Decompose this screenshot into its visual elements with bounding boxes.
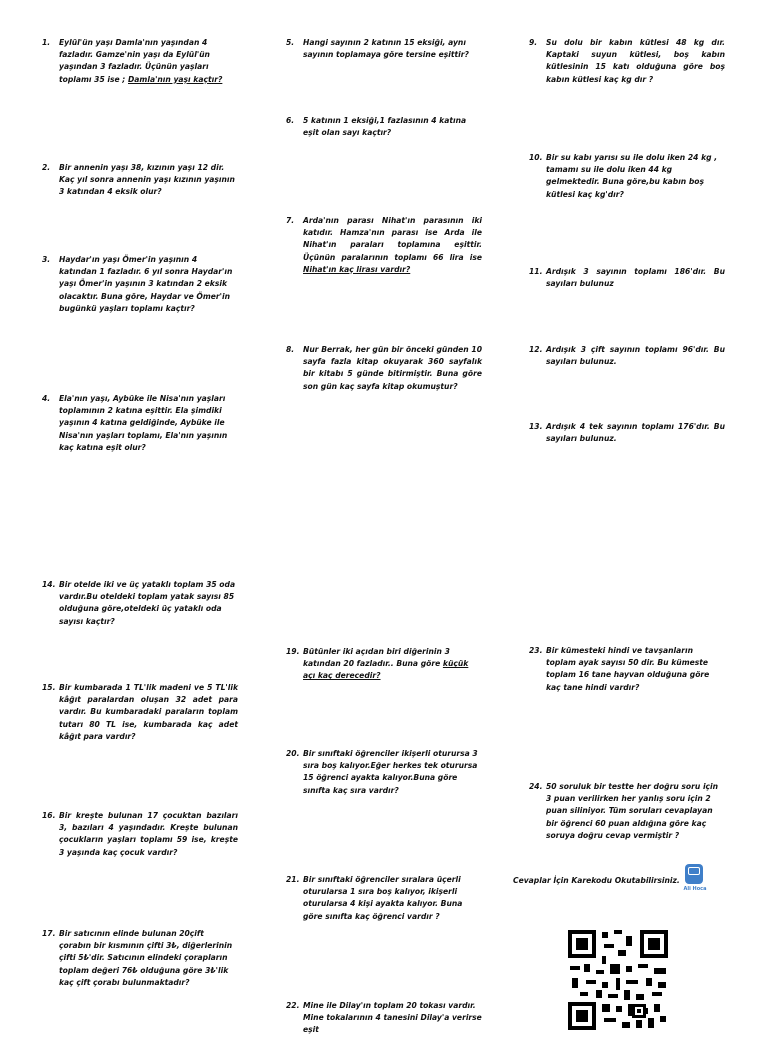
- question-text: Mine ile Dilay'ın toplam 20 tokası vardır. Mine tokalarının 4 tanesini Dilay'a verirse eşit: [303, 1001, 482, 1035]
- tablet-icon: [685, 864, 703, 884]
- question-5: [286, 37, 480, 61]
- question-20: [286, 748, 482, 797]
- question-17: [42, 928, 236, 989]
- question-number: 15.: [42, 683, 56, 692]
- question-number: 13.: [529, 422, 543, 431]
- question-13: [529, 421, 725, 445]
- question-text: Ardışık 3 sayının toplamı 186'dır. Bu sayıları bulunuz: [546, 267, 725, 289]
- question-number: 5.: [286, 38, 295, 47]
- question-text: Bir annenin yaşı 38, kızının yaşı 12 dir. Kaç yıl sonra annenin yaşı kızının yaşının 3 katından 4 eksik olur?: [59, 163, 235, 197]
- question-text: Arda'nın parası Nihat'ın parasının iki katıdır. Hamza'nın parası ise Arda ile Nihat'ın paraları toplamına eşittir. Üçünün paralarının toplamı 66 lira ise: [303, 216, 482, 262]
- question-number: 7.: [286, 216, 295, 225]
- question-number: 1.: [42, 38, 51, 47]
- question-1: [42, 37, 236, 86]
- qr-caption: Cevaplar İçin Karekodu Okutabilirsiniz.: [513, 876, 680, 885]
- question-number: 3.: [42, 255, 51, 264]
- question-7: [286, 215, 482, 276]
- question-number: 11.: [529, 267, 543, 276]
- question-text: Ardışık 3 çift sayının toplamı 96'dır. Bu sayıları bulunuz.: [546, 345, 725, 367]
- question-4: [42, 393, 236, 454]
- question-text: Eylül'ün yaşı Damla'nın yaşından 4 fazladır. Gamze'nin yaşı da Eylül'ün yaşından 3 fazladır. Üçünün yaşları toplamı 35 ise ;: [59, 38, 210, 84]
- question-number: 6.: [286, 116, 295, 125]
- question-number: 21.: [286, 875, 300, 884]
- question-text: Bir kumbarada 1 TL'lik madeni ve 5 TL'lik kâğıt paralardan oluşan 32 adet para vardır. Bu kumbaradaki paraların toplam tutarı 80 TL ise, kumbarada kaç adet kâğıt para vardır?: [59, 683, 238, 741]
- question-19: [286, 646, 482, 683]
- question-16: [42, 810, 238, 859]
- question-number: 20.: [286, 749, 300, 758]
- question-6: [286, 115, 480, 139]
- question-text: Bir kümesteki hindi ve tavşanların toplam ayak sayısı 50 dir. Bu kümeste toplam 16 tane hayvan olduğuna göre kaç tane hindi vardır?: [546, 646, 710, 692]
- question-9: [529, 37, 725, 86]
- question-24: [529, 781, 725, 842]
- question-text: Bir sınıftaki öğrenciler sıralara üçerli oturularsa 1 sıra boş kalıyor, ikişerli oturularsa 4 kişi ayakta kalıyor. Buna göre sınıfta kaç öğrenci vardır ?: [303, 875, 463, 921]
- question-text: Ardışık 4 tek sayının toplamı 176'dır. Bu sayıları bulunuz.: [546, 422, 725, 444]
- question-14: [42, 579, 236, 628]
- question-23: [529, 645, 725, 694]
- question-2: [42, 162, 236, 199]
- question-number: 17.: [42, 929, 56, 938]
- question-text: Su dolu bir kabın kütlesi 48 kg dır. Kaptaki suyun kütlesi, boş kabın kütlesinin 15 katı olduğuna göre boş kabın kütlesi kaç kg dır ?: [546, 38, 725, 84]
- question-number: 2.: [42, 163, 51, 172]
- question-number: 12.: [529, 345, 543, 354]
- question-12: [529, 344, 725, 368]
- question-text: Ela'nın yaşı, Aybüke ile Nisa'nın yaşları toplamının 2 katına eşittir. Ela şimdiki yaşının 4 katına geldiğinde, Aybüke ile Nisa'nın yaşları toplamı, Ela'nın yaşının kaç katına eşit olur?: [59, 394, 228, 452]
- question-text: Hangi sayının 2 katının 15 eksiği, aynı sayının toplamaya göre tersine eşittir?: [303, 38, 469, 60]
- question-number: 9.: [529, 38, 538, 47]
- logo-text: Ali Hoca: [683, 886, 707, 892]
- question-number: 23.: [529, 646, 543, 655]
- question-text: Bir kreşte bulunan 17 çocuktan bazıları 3, bazıları 4 yaşındadır. Kreşte bulunan çocukların yaşları toplamı 59 ise, kreşte 3 yaşında kaç çocuk vardır?: [59, 811, 238, 857]
- question-3: [42, 254, 236, 315]
- question-text: Nur Berrak, her gün bir önceki günden 10 sayfa fazla kitap okuyarak 360 sayfalık bir kitabı 5 günde bitirmiştir. Buna göre son gün kaç sayfa kitap okumuştur?: [303, 345, 482, 391]
- question-15: [42, 682, 238, 743]
- qr-code-icon[interactable]: [566, 928, 670, 1032]
- question-number: 8.: [286, 345, 295, 354]
- question-number: 16.: [42, 811, 56, 820]
- question-text: Haydar'ın yaşı Ömer'in yaşının 4 katından 1 fazladır. 6 yıl sonra Haydar'ın yaşı Ömer'in yaşının 3 katından 2 eksik olacaktır. Buna göre, Haydar ve Ömer'in bugünkü yaşları toplamı kaçtır?: [59, 255, 233, 313]
- logo: [678, 864, 712, 898]
- question-text: 50 soruluk bir testte her doğru soru için 3 puan verilirken her yanlış soru için 2 puan siliniyor. Tüm soruları cevaplayan bir öğrenci 60 puan aldığına göre kaç soruya doğru cevap vermiştir ?: [546, 782, 719, 840]
- question-number: 10.: [529, 153, 543, 162]
- question-number: 22.: [286, 1001, 300, 1010]
- question-11: [529, 266, 725, 290]
- question-underlined-text: küçük açı kaç derecedir?: [303, 659, 469, 681]
- question-21: [286, 874, 482, 923]
- question-text: Bütünler iki açıdan biri diğerinin 3 katından 20 fazladır.. Buna göre: [303, 647, 450, 669]
- question-text: Bir su kabı yarısı su ile dolu iken 24 kg , tamamı su ile dolu iken 44 kg gelmektedir. Buna göre,bu kabın boş kütlesi kaç kg'dır?: [546, 153, 718, 199]
- question-underlined-text: Damla'nın yaşı kaçtır?: [128, 74, 223, 84]
- question-10: [529, 152, 725, 201]
- question-number: 24.: [529, 782, 543, 791]
- question-8: [286, 344, 482, 393]
- question-number: 14.: [42, 580, 56, 589]
- question-text: Bir sınıftaki öğrenciler ikişerli oturursa 3 sıra boş kalıyor.Eğer herkes tek oturursa 15 öğrenci ayakta kalıyor.Buna göre sınıfta kaç sıra vardır?: [303, 749, 478, 795]
- question-underlined-text: Nihat'ın kaç lirası vardır?: [303, 264, 411, 274]
- question-number: 4.: [42, 394, 51, 403]
- question-text: 5 katının 1 eksiği,1 fazlasının 4 katına eşit olan sayı kaçtır?: [303, 116, 467, 138]
- question-22: [286, 1000, 482, 1037]
- question-text: Bir satıcının elinde bulunan 20çift çorabın bir kısmının çifti 3₺, diğerlerinin çifti 5₺'dir. Satıcının elindeki çorapların toplam değeri 76₺ olduğuna göre 3₺'lik kaç çift çorabı bulunmaktadır?: [59, 929, 233, 987]
- question-text: Bir otelde iki ve üç yataklı toplam 35 oda vardır.Bu oteldeki toplam yatak sayısı 85 olduğuna göre,oteldeki üç yataklı oda sayısı kaçtır?: [59, 580, 236, 626]
- question-number: 19.: [286, 647, 300, 656]
